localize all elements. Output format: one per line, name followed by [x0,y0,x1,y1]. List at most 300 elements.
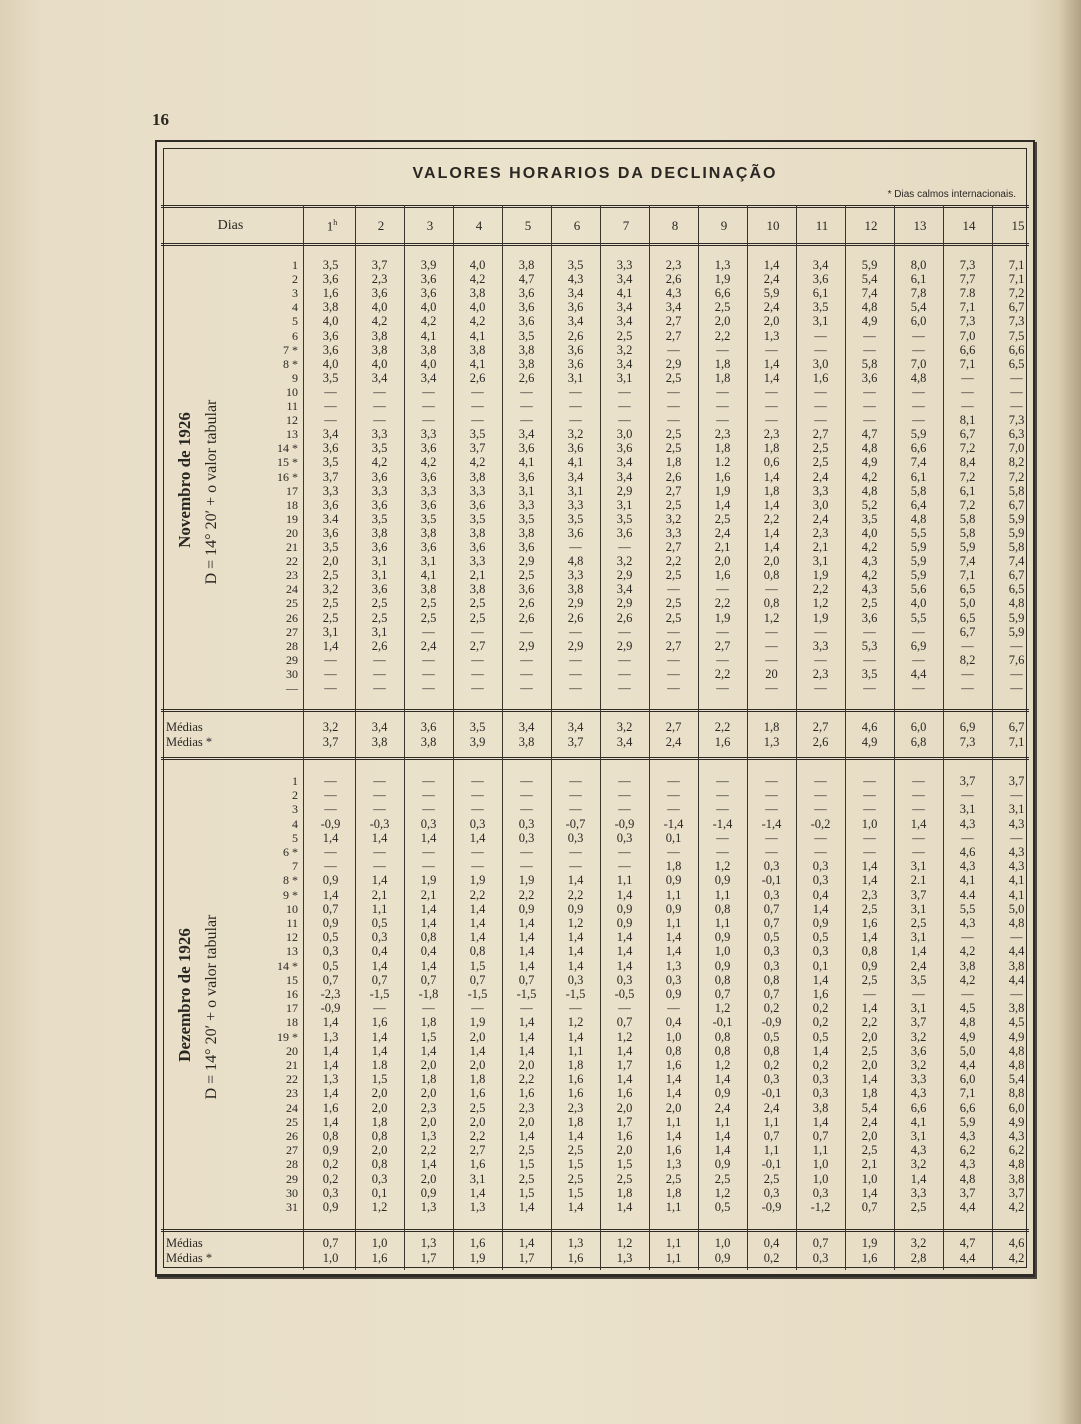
table-cell: 2,4 [714,525,731,540]
table-cell: 2,6 [665,272,682,287]
table-cell: 0,7 [763,901,780,916]
table-cell: 7,4 [861,286,878,301]
table-cell: 3,6 [518,300,535,315]
table-cell: 3,2 [665,511,682,526]
table-cell: 5,0 [959,596,976,611]
table-cell: — [520,384,533,399]
table-cell: 1,6 [665,1143,682,1158]
table-cell: 1,4 [910,816,927,831]
table-cell: 3,6 [518,314,535,329]
table-cell: 2,2 [812,582,829,597]
table-cell: 1,5 [567,1185,584,1200]
table-cell: 3,1 [910,1129,927,1143]
table-cell: 0,5 [812,1029,829,1044]
table-cell: 7,0 [959,328,976,343]
table-cell: — [520,681,533,695]
table-cell: 5,8 [959,511,976,526]
table-cell: 0,8 [763,596,780,611]
day-number: 2 [292,272,298,287]
table-cell: — [961,666,974,681]
table-cell: 3,4 [567,469,584,484]
table-cell: — [324,845,337,859]
table-cell: 2,4 [763,1100,780,1115]
table-cell: 2,4 [812,511,829,526]
table-cell: 3,9 [420,258,437,272]
table-cell: 1,4 [518,958,535,973]
table-cell: 4,7 [861,427,878,442]
table-cell: 3,6 [567,441,584,456]
table-cell: 1,0 [665,1029,682,1044]
table-cell: 1,6 [665,1058,682,1072]
table-cell: — [912,413,925,428]
day-number: 27 [286,624,298,639]
day-number: 8 * [283,873,298,888]
table-cell: -1,4 [663,816,684,831]
table-cell: 3,3 [812,483,829,498]
table-cell: 1,9 [812,610,829,625]
table-cell: 1,4 [469,916,486,930]
table-cell: 2,0 [469,1058,486,1072]
table-cell: 6,6 [714,286,731,301]
table-cell: — [373,788,386,803]
table-cell: 5,4 [861,1100,878,1115]
day-number: 1 [292,258,298,272]
table-cell: 1,4 [763,540,780,554]
table-cell: 0,9 [665,987,682,1001]
table-cell: 5,0 [1008,901,1025,916]
table-cell: 4,3 [959,859,976,874]
table-cell: — [863,413,876,428]
medias-cell: 1,3 [420,1236,437,1250]
table-cell: 0,8 [763,1043,780,1058]
table-cell: — [373,1001,386,1016]
medias-cell: 0,7 [812,1236,829,1250]
table-cell: — [667,413,680,428]
table-cell: 3,8 [959,958,976,973]
table-cell: 2,5 [420,596,437,611]
table-cell: 0,4 [420,944,437,959]
table-cell: 1,1 [665,916,682,930]
medias-label: Médias [166,1236,203,1250]
table-cell: 3,3 [567,568,584,583]
table-cell: 1,7 [616,1114,633,1129]
table-cell: — [422,774,435,788]
table-cell: 1,5 [469,958,486,973]
table-cell: — [765,774,778,788]
day-number: 30 [286,666,298,681]
table-cell: 1,4 [714,497,731,512]
table-cell: — [1010,830,1023,845]
table-cell: — [912,774,925,788]
table-cell: — [1010,681,1023,695]
table-cell: 0,1 [371,1185,388,1200]
table-cell: 0,9 [714,930,731,945]
table-cell: 4,8 [567,554,584,569]
table-cell: — [1010,987,1023,1001]
table-cell: 3,8 [518,525,535,540]
table-cell: 5,9 [959,540,976,554]
table-cell: 0,3 [616,972,633,987]
table-cell: 0,9 [714,873,731,888]
table-cell: 4,8 [1008,916,1025,930]
table-cell: 3,5 [616,511,633,526]
table-cell: 1,4 [665,1072,682,1087]
table-cell: -0,1 [761,1086,782,1101]
day-number: 21 [286,1058,298,1072]
table-cell: 3,6 [420,286,437,301]
table-cell: 1,2 [812,596,829,611]
table-cell: 1,4 [567,1029,584,1044]
table-cell: — [373,399,386,413]
day-number: 30 [286,1185,298,1200]
medias-cell: 4,7 [959,1236,976,1250]
table-cell: 2,2 [714,666,731,681]
table-cell: 1,4 [518,930,535,945]
day-number: 23 [286,568,298,583]
section-formula-label: D = 14° 20′ + o valor tabular [203,399,220,585]
table-cell: 3,4 [567,314,584,329]
table-cell: 1,4 [518,916,535,930]
day-number: 11 [286,916,298,930]
table-cell: 2,0 [420,1058,437,1072]
table-cell: 1,4 [910,944,927,959]
table-cell: 2,9 [616,596,633,611]
table-cell: — [667,666,680,681]
table-cell: 2,5 [665,497,682,512]
table-cell: 1,4 [665,944,682,959]
table-cell: 1,6 [812,370,829,385]
table-cell: 3,1 [469,1171,486,1186]
table-cell: 3,4 [616,455,633,470]
table-cell: 1,4 [763,356,780,371]
table-cell: — [569,624,582,639]
table-cell: -0,9 [761,1200,782,1214]
day-number: 8 * [283,356,298,371]
table-cell: 1,1 [665,1114,682,1129]
table-cell: 7,5 [1008,328,1025,343]
table-cell: 2,3 [371,272,388,287]
table-cell: 3,6 [518,540,535,554]
table-cell: — [814,845,827,859]
table-cell: 3,6 [371,582,388,597]
table-cell: 6,1 [959,483,976,498]
table-cell: 0,4 [371,944,388,959]
medias-cell: 0,7 [322,1236,339,1250]
table-cell: -0,1 [761,1157,782,1172]
table-cell: 1,4 [567,958,584,973]
table-cell: — [814,774,827,788]
hour-column-header: 11 [815,218,829,233]
table-cell: 1,4 [322,1058,339,1072]
table-cell: 3,8 [469,286,486,301]
table-cell: 1,4 [763,258,780,272]
day-number: 25 [286,596,298,611]
table-cell: 0,1 [665,830,682,845]
table-cell: 1,3 [420,1129,437,1143]
table-cell: 3,1 [812,314,829,329]
table-cell: 4,8 [959,1171,976,1186]
table-cell: — [569,1001,582,1016]
table-cell: — [667,845,680,859]
day-number: 28 [286,1157,298,1172]
table-cell: 0,8 [420,930,437,945]
table-cell: 7,4 [959,554,976,569]
table-cell: 1,0 [812,1171,829,1186]
table-cell: 1,3 [322,1072,339,1087]
table-cell: 1,4 [714,1072,731,1087]
table-cell: 2,2 [714,328,731,343]
table-cell: — [618,774,631,788]
table-cell: — [471,859,484,874]
table-cell: — [471,774,484,788]
table-cell: 3,6 [371,469,388,484]
day-number: 10 [286,901,298,916]
table-cell: 7,3 [959,258,976,272]
table-cell: 1,6 [469,1157,486,1172]
table-cell: 4.4 [959,887,976,902]
table-cell: 1,4 [322,1086,339,1101]
table-cell: 3,5 [518,511,535,526]
table-cell: 5,9 [1008,511,1025,526]
table-cell: — [716,342,729,357]
table-cell: 4,8 [910,511,927,526]
table-cell: 3,6 [322,441,339,456]
table-cell: 5,9 [910,427,927,442]
table-cell: 2,4 [812,469,829,484]
table-cell: — [569,540,582,554]
table-cell: 1,8 [567,1114,584,1129]
table-cell: 4,3 [1008,1129,1025,1143]
table-cell: 0,5 [763,930,780,945]
table-cell: 3,4 [616,582,633,597]
table-cell: 3,8 [371,328,388,343]
table-cell: 1,4 [861,1185,878,1200]
table-cell: 7,2 [959,497,976,512]
table-cell: 3,7 [469,441,486,456]
table-cell: 0,9 [616,901,633,916]
table-cell: 4,8 [861,483,878,498]
table-cell: 2,5 [567,1143,584,1158]
table-cell: — [961,370,974,385]
table-cell: — [569,802,582,817]
table-cell: 5,4 [1008,1072,1025,1087]
table-cell: 1,4 [518,1015,535,1030]
table-cell: 2,5 [469,610,486,625]
table-cell: 2,5 [763,1171,780,1186]
table-cell: 1,2 [567,916,584,930]
day-number: 18 [286,1015,298,1030]
table-cell: 3,6 [469,540,486,554]
table-cell: 7,1 [959,1086,976,1101]
medias-star-cell: 1,6 [567,1251,584,1265]
table-cell: 3,4 [665,300,682,315]
table-cell: — [422,788,435,803]
table-cell: — [373,413,386,428]
table-cell: 2,0 [861,1129,878,1143]
table-cell: 1,8 [714,441,731,456]
table-cell: 0,4 [665,1015,682,1030]
table-cell: 3,6 [371,540,388,554]
table-cell: 3,1 [616,370,633,385]
table-cell: 1,9 [518,873,535,888]
table-cell: 3,1 [371,554,388,569]
table-cell: 1,1 [812,1143,829,1158]
medias-star-cell: 1,9 [469,1251,486,1265]
day-number: 16 [286,987,298,1001]
table-cell: 3,6 [567,356,584,371]
table-cell: -1,5 [467,987,488,1001]
table-cell: — [716,582,729,597]
table-cell: 2,0 [861,1058,878,1072]
table-cell: 7,1 [959,356,976,371]
table-cell: 3,6 [518,441,535,456]
table-cell: 2,2 [518,1072,535,1087]
day-number: 2 [292,788,298,803]
table-cell: 0,3 [322,944,339,959]
table-cell: 0,3 [812,1185,829,1200]
table-cell: 3,2 [616,342,633,357]
table-cell: 1,4 [420,901,437,916]
table-cell: 1,4 [567,1200,584,1214]
table-cell: — [863,652,876,667]
table-cell: — [961,788,974,803]
table-cell: — [667,624,680,639]
table-cell: 5,6 [910,582,927,597]
table-cell: 3,6 [420,540,437,554]
table-cell: 2,2 [567,887,584,902]
table-cell: 7,2 [959,441,976,456]
table-cell: 3,4 [616,469,633,484]
table-cell: 0,3 [763,887,780,902]
table-cell: 0,9 [322,916,339,930]
table-cell: 1,4 [812,1114,829,1129]
table-cell: 3,5 [420,511,437,526]
table-cell: 7,4 [910,455,927,470]
table-cell: — [765,681,778,695]
table-cell: 6,6 [910,1100,927,1115]
table-cell: 1,6 [812,987,829,1001]
hour-column-header: 12 [864,218,878,233]
table-cell: 3,3 [518,497,535,512]
table-cell: 0,3 [322,1185,339,1200]
medias-star-cell: 4,9 [861,735,878,749]
table-cell: — [716,788,729,803]
table-cell: 1,5 [518,1157,535,1172]
table-cell: — [912,652,925,667]
table-cell: — [667,399,680,413]
table-cell: 1,9 [714,610,731,625]
table-cell: 1,4 [763,525,780,540]
table-cell: 3,5 [567,258,584,272]
table-cell: 3,1 [371,568,388,583]
table-cell: 1,8 [861,1086,878,1101]
table-cell: 1,5 [518,1185,535,1200]
table-cell: 2,0 [420,1171,437,1186]
medias-cell: 4,6 [861,720,878,734]
table-cell: — [618,845,631,859]
table-cell: 1,3 [763,328,780,343]
table-cell: 2,5 [567,1171,584,1186]
table-cell: 1,4 [371,1029,388,1044]
table-cell: 2,5 [861,901,878,916]
table-cell: 4,2 [371,314,388,329]
table-cell: 1,2 [371,1200,388,1214]
table-cell: 1,4 [567,944,584,959]
table-cell: 3,8 [1008,1001,1025,1016]
table-cell: 3,5 [371,511,388,526]
table-cell: 4,4 [1008,972,1025,987]
table-cell: 2,2 [518,887,535,902]
hour-column-header: 14 [962,218,976,233]
medias-label: Médias [166,720,203,734]
table-cell: 1,6 [469,1086,486,1101]
table-cell: 4,6 [959,845,976,859]
table-cell: 1,2 [714,859,731,874]
table-cell: — [667,1001,680,1016]
hour-column-header: 7 [622,218,630,233]
table-cell: 2,0 [616,1100,633,1115]
table-cell: 1,2 [714,1058,731,1072]
table-cell: 3,7 [910,887,927,902]
table-cell: 3,2 [567,427,584,442]
table-cell: 3,6 [322,328,339,343]
table-cell: — [961,930,974,945]
table-cell: 0,9 [567,901,584,916]
table-cell: 0,3 [616,830,633,845]
day-number: 1 [292,774,298,788]
table-cell: — [618,802,631,817]
table-cell: 2,4 [763,300,780,315]
table-cell: — [814,802,827,817]
table-cell: 3,5 [322,540,339,554]
table-cell: -0,1 [712,1015,733,1030]
table-cell: -1,4 [761,816,782,831]
table-cell: 1,4 [322,1015,339,1030]
table-cell: 7,0 [910,356,927,371]
table-cell: 5,8 [910,483,927,498]
table-cell: 3,5 [861,666,878,681]
table-cell: 3,0 [812,497,829,512]
table-cell: 3,5 [469,511,486,526]
medias-star-cell: 7,1 [1008,735,1025,749]
table-cell: 4,9 [861,455,878,470]
table-cell: — [618,666,631,681]
table-cell: 7,4 [1008,554,1025,569]
table-cell: — [422,652,435,667]
table-cell: 0,5 [322,930,339,945]
day-number: 22 [286,1072,298,1087]
table-cell: 2,0 [469,1029,486,1044]
medias-star-cell: 1,1 [665,1251,682,1265]
table-cell: — [667,342,680,357]
table-cell: — [912,624,925,639]
table-cell: — [912,845,925,859]
table-cell: — [471,652,484,667]
table-cell: 1,0 [861,1171,878,1186]
nov-medias-top-rule [161,709,1029,712]
table-cell: 2,5 [861,1043,878,1058]
table-cell: 3,1 [910,1001,927,1016]
table-cell: 4,2 [469,455,486,470]
table-cell: — [765,802,778,817]
medias-star-cell: 2,4 [665,735,682,749]
medias-star-cell: 3,8 [371,735,388,749]
table-cell: -0,5 [614,987,635,1001]
table-cell: -0,7 [565,816,586,831]
table-cell: 1,8 [665,455,682,470]
hour-column-header: 8 [671,218,679,233]
table-cell: 5,8 [1008,540,1025,554]
